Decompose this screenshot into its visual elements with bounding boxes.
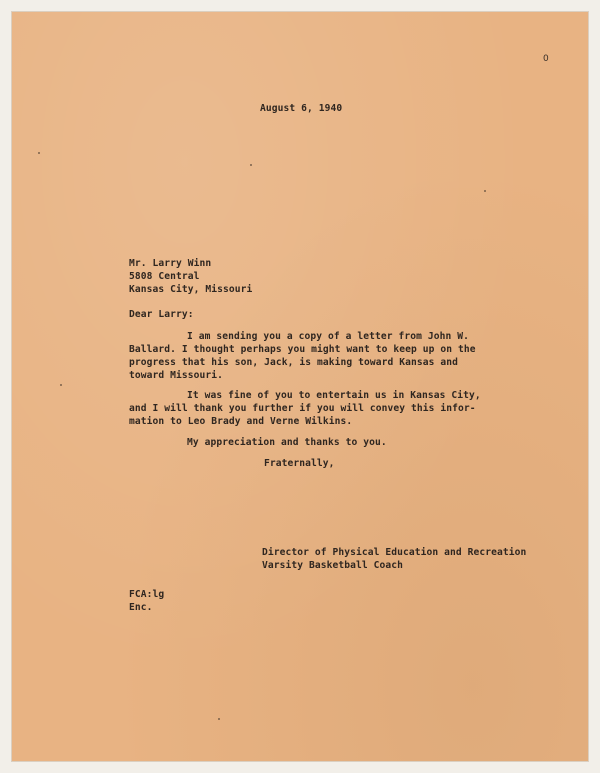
body-line: toward Missouri.: [129, 370, 224, 381]
body-line: Ballard. I thought perhaps you might want to keep up on the: [129, 344, 476, 355]
closing: Fraternally,: [264, 458, 335, 469]
recipient-name: Mr. Larry Winn: [129, 258, 212, 269]
body-line: I am sending you a copy of a letter from John W.: [187, 331, 470, 342]
body-paragraph-3: My appreciation and thanks to you.: [187, 437, 387, 448]
typist-initials: FCA:lg: [129, 589, 165, 600]
paper-speck: [218, 718, 220, 720]
paper-speck: [38, 152, 40, 154]
paper-speck: [484, 190, 486, 192]
body-line: progress that his son, Jack, is making toward Kansas and: [129, 357, 459, 368]
corner-mark: 0: [543, 54, 549, 64]
letter-date: August 6, 1940: [260, 103, 343, 114]
recipient-street: 5808 Central: [129, 271, 200, 282]
recipient-city: Kansas City, Missouri: [129, 284, 253, 295]
paper-speck: [60, 384, 62, 386]
body-line: mation to Leo Brady and Verne Wilkins.: [129, 416, 353, 427]
body-line: It was fine of you to entertain us in Kansas City,: [187, 390, 481, 401]
signature-title-line: Varsity Basketball Coach: [262, 560, 404, 571]
letter-page: [12, 12, 588, 761]
salutation: Dear Larry:: [129, 309, 194, 320]
paper-speck: [250, 164, 252, 166]
body-line: and I will thank you further if you will convey this infor-: [129, 403, 476, 414]
enclosure-note: Enc.: [129, 602, 153, 613]
signature-title-line: Director of Physical Education and Recreation: [262, 547, 527, 558]
